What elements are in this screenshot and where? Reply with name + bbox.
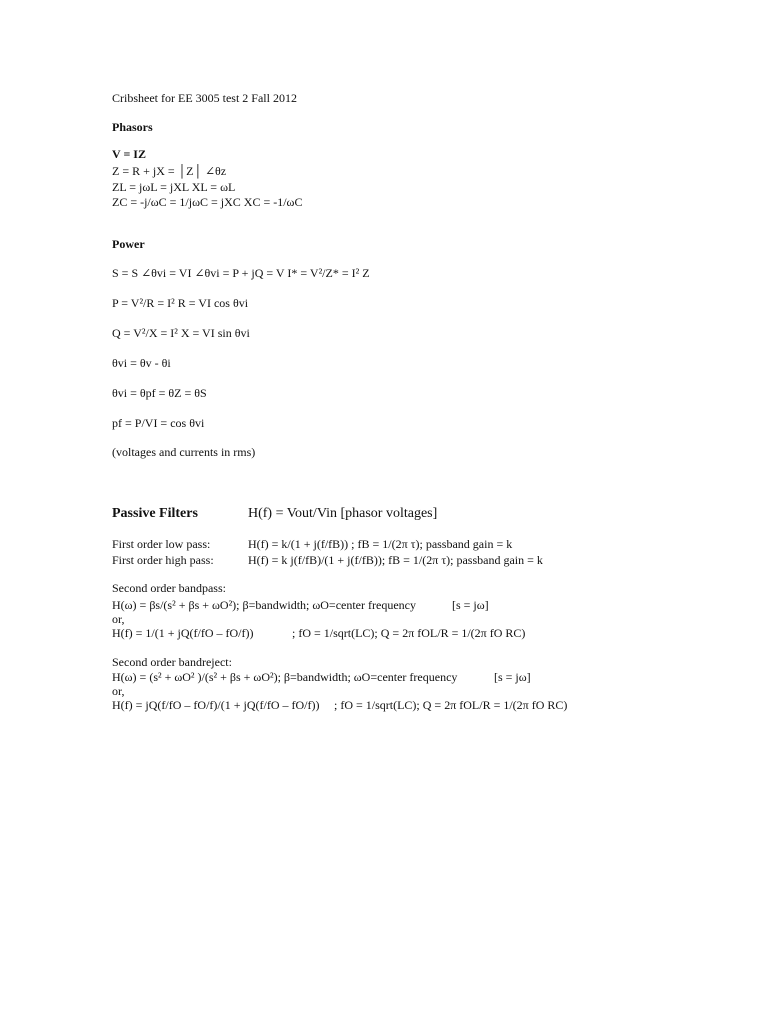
document-title: Cribsheet for EE 3005 test 2 Fall 2012 [112, 91, 297, 105]
inductor-impedance: ZL = jωL = jXL XL = ωL [112, 180, 236, 194]
bandreject-q-definition: ; fO = 1/sqrt(LC); Q = 2π fOL/R = 1/(2π fO RC) [334, 698, 568, 712]
power-factor-formula: pf = P/VI = cos θvi [112, 416, 205, 430]
bandreject-or: or, [112, 684, 125, 698]
capacitor-impedance: ZC = -j/ωC = 1/jωC = jXC XC = -1/ωC [112, 195, 303, 209]
bandreject-s-domain-formula: H(ω) = (s² + ωO² )/(s² + βs + ωO²); β=bandwidth; ωO=center frequency [112, 670, 458, 684]
bandpass-or: or, [112, 612, 125, 626]
bandpass-q-definition: ; fO = 1/sqrt(LC); Q = 2π fOL/R = 1/(2π fO RC) [292, 626, 526, 640]
phasors-heading: Phasors [112, 120, 153, 134]
high-pass-label: First order high pass: [112, 553, 214, 567]
phase-difference-formula: θvi = θv - θi [112, 356, 171, 370]
transfer-function-definition: H(f) = Vout/Vin [phasor voltages] [248, 506, 438, 521]
phasor-ohms-law: V = IZ [112, 147, 146, 161]
bandreject-s-domain-row [112, 670, 752, 684]
bandreject-frequency-formula: H(f) = jQ(f/fO – fO/f)/(1 + jQ(f/fO – fO/f)) [112, 698, 320, 712]
reactive-power-formula: Q = V²/X = I² X = VI sin θvi [112, 326, 250, 340]
impedance-definition: Z = R + jX = │Z│ ∠θz [112, 164, 227, 178]
high-pass-formula: H(f) = k j(f/fB)/(1 + j(f/fB)); fB = 1/(2π τ); passband gain = k [248, 553, 543, 567]
low-pass-formula: H(f) = k/(1 + j(f/fB)) ; fB = 1/(2π τ); passband gain = k [248, 537, 513, 551]
bandpass-s-definition: [s = jω] [452, 598, 489, 612]
bandreject-frequency-row [112, 698, 752, 712]
bandreject-s-definition: [s = jω] [494, 670, 531, 684]
bandpass-s-domain-formula: H(ω) = βs/(s² + βs + ωO²); β=bandwidth; ωO=center frequency [112, 598, 416, 612]
phase-equivalence-formula: θvi = θpf = θZ = θS [112, 386, 207, 400]
bandpass-frequency-formula: H(f) = 1/(1 + jQ(f/fO – fO/f)) [112, 626, 254, 640]
bandpass-frequency-row [112, 626, 752, 640]
rms-note: (voltages and currents in rms) [112, 445, 256, 459]
bandpass-s-domain-row [112, 598, 752, 612]
real-power-formula: P = V²/R = I² R = VI cos θvi [112, 296, 249, 310]
bandpass-title: Second order bandpass: [112, 581, 226, 595]
low-pass-row [112, 537, 752, 551]
bandreject-title: Second order bandreject: [112, 655, 232, 669]
high-pass-row [112, 553, 752, 567]
passive-filters-heading-row [112, 506, 752, 522]
cribsheet-document [112, 0, 752, 1024]
complex-power-formula: S = S ∠θvi = VI ∠θvi = P + jQ = V I* = V²/Z* = I² Z [112, 266, 370, 280]
low-pass-label: First order low pass: [112, 537, 211, 551]
power-heading: Power [112, 237, 145, 251]
passive-filters-heading: Passive Filters [112, 506, 198, 521]
